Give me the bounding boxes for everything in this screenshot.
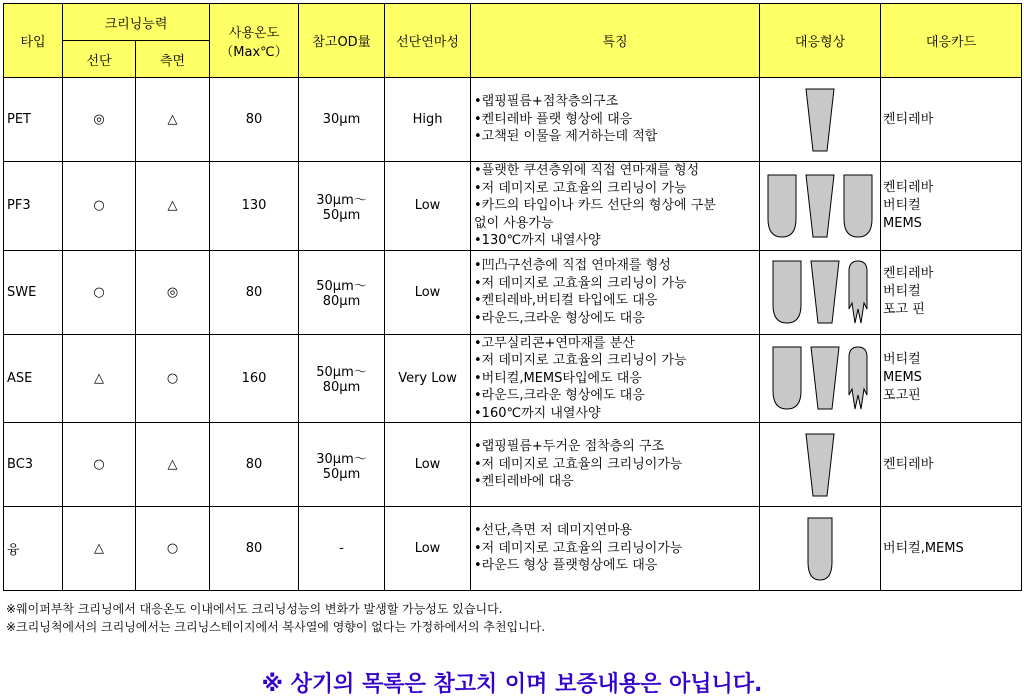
header-cleaning: 크리닝능력	[63, 4, 210, 41]
cell-temp: 130	[210, 162, 299, 251]
card-type-line: 포고핀	[883, 388, 921, 404]
card-type-line: 버티컬	[883, 284, 921, 299]
cell-od	[299, 423, 385, 507]
cell-temp: 80	[210, 423, 299, 507]
note-line: ※웨이퍼부착 크리닝에서 대응온도 이내에서도 크리닝성능의 변화가 발생할 가능성도 있습니다.	[6, 602, 503, 616]
table-row	[4, 250, 1022, 334]
cell-side-rating: ○	[136, 334, 210, 423]
feature-line: •플랫한 쿠션층위에 직접 연마재를 형성	[474, 163, 700, 178]
card-type-line: MEMS	[883, 215, 922, 231]
note-line: ※크리닝척에서의 크리닝에서는 크리닝스테이지에서 복사열에 영향이 없다는 가정하에서의 추천입니다.	[6, 620, 546, 634]
cell-cards	[881, 78, 1022, 162]
feature-line: •라운드,크라운 형상에도 대응	[474, 310, 645, 326]
feature-line: •저 데미지로 고효율의 크리닝이가능	[474, 456, 683, 472]
cell-tip-rating: ◎	[63, 78, 136, 162]
od-line: 50μm～	[316, 365, 367, 381]
cell-temp: 80	[210, 507, 299, 591]
header-shapes: 대응형상	[760, 4, 881, 78]
feature-line: •고무실리콘+연마재를 분산	[474, 335, 635, 351]
feature-line: •라운드,크라운 형상에도 대응	[474, 388, 645, 403]
cell-shapes	[760, 78, 881, 162]
cell-temp: 80	[210, 78, 299, 162]
feature-line: •랩핑필름+점착층의구조	[474, 94, 619, 110]
feature-line: •켄티레바 플랫 형상에 대응	[474, 111, 633, 127]
cell-side-rating: △	[136, 78, 210, 162]
cell-shapes	[760, 334, 881, 423]
card-type-line: 버티컬	[883, 197, 921, 213]
table-row	[4, 78, 1022, 162]
header-temp-unit: （Max℃）	[220, 44, 288, 60]
card-type-line: 켄티레바	[883, 456, 934, 472]
cell-abrasion: High	[385, 78, 471, 162]
cell-features	[471, 507, 760, 591]
round-tip-shape-icon	[771, 259, 803, 325]
spec-table	[3, 3, 1022, 591]
card-type-line: 켄티레바	[883, 266, 934, 281]
flat-tip-shape-icon	[809, 259, 841, 325]
feature-line: •켄티레바에 대응	[474, 474, 574, 490]
cell-tip-rating: ○	[63, 423, 136, 507]
feature-line: •켄티레바,버티컬 타입에도 대응	[474, 293, 658, 308]
od-line: 50μm	[322, 207, 361, 223]
cell-shapes	[760, 250, 881, 334]
cell-type: ASE	[4, 334, 63, 423]
header-tip: 선단	[63, 41, 136, 78]
cell-tip-rating: ○	[63, 250, 136, 334]
od-line: 80μm	[322, 380, 361, 396]
od-line: 30μm～	[316, 451, 367, 467]
feature-line: •130℃까지 내열사양	[474, 233, 601, 248]
cell-abrasion: Low	[385, 423, 471, 507]
cell-abrasion: Low	[385, 250, 471, 334]
flat-tip-shape-icon	[809, 345, 841, 411]
feature-line: •버티컬,MEMS타입에도 대응	[474, 370, 642, 386]
feature-line: •고책된 이물을 제거하는데 적합	[474, 129, 658, 145]
cell-od	[299, 78, 385, 162]
feature-line: •160℃까지 내열사양	[474, 405, 601, 421]
table-body	[4, 78, 1022, 591]
table-row	[4, 423, 1022, 507]
card-type-line: MEMS	[883, 370, 922, 386]
cell-side-rating: ◎	[136, 250, 210, 334]
round-tip-shape-icon	[771, 345, 803, 411]
feature-line: •저 데미지로 고효율의 크리닝이가능	[474, 540, 683, 556]
header-temp-label: 사용온도	[228, 25, 280, 41]
od-line: 80μm	[322, 294, 361, 309]
card-type-line: 켄티레바	[883, 179, 934, 195]
table-row	[4, 334, 1022, 423]
od-line: 50μm	[322, 466, 361, 482]
header-temp	[210, 4, 299, 78]
table-row	[4, 162, 1022, 251]
header-side: 측면	[136, 41, 210, 78]
disclaimer: ※ 상기의 목록은 참고치 이며 보증내용은 아닙니다.	[261, 672, 763, 697]
cell-type: PET	[4, 78, 63, 162]
header-cards: 대응카드	[881, 4, 1022, 78]
round-tip-shape-icon	[842, 173, 874, 239]
cell-side-rating: ○	[136, 507, 210, 591]
cell-shapes	[760, 507, 881, 591]
header-abrasion: 선단연마성	[385, 4, 471, 78]
card-type-line: 버티컬	[883, 352, 921, 368]
cell-cards	[881, 507, 1022, 591]
flat-tip-shape-icon	[804, 173, 836, 239]
cell-type: BC3	[4, 423, 63, 507]
feature-line: 없이 사용가능	[474, 215, 554, 231]
crown-tip-shape-icon	[847, 259, 869, 325]
cell-od	[299, 507, 385, 591]
header-type: 타입	[4, 4, 63, 78]
cell-features	[471, 334, 760, 423]
od-line: 30μm～	[316, 192, 367, 208]
feature-line: •凹凸구선층에 직접 연마재를 형성	[474, 258, 671, 273]
cell-od	[299, 162, 385, 251]
cell-type: SWE	[4, 250, 63, 334]
cell-features	[471, 78, 760, 162]
header-features: 특징	[471, 4, 760, 78]
feature-line: •카드의 타입이나 카드 선단의 형상에 구분	[474, 198, 716, 213]
table-row	[4, 507, 1022, 591]
cell-side-rating: △	[136, 162, 210, 251]
feature-line: •라운드 형상 플랫형상에도 대응	[474, 558, 658, 574]
cell-features	[471, 423, 760, 507]
od-line: 30μm	[322, 112, 361, 127]
feature-line: •저 데미지로 고효율의 크리닝이 가능	[474, 353, 687, 368]
cell-cards	[881, 334, 1022, 423]
cell-type: PF3	[4, 162, 63, 251]
card-type-line: 켄티레바	[883, 111, 934, 127]
cell-shapes	[760, 423, 881, 507]
cell-side-rating: △	[136, 423, 210, 507]
od-line: 50μm～	[316, 279, 367, 294]
flat-tip-shape-icon	[804, 432, 836, 498]
cell-tip-rating: ○	[63, 162, 136, 251]
feature-line: •저 데미지로 고효율의 크리닝이 가능	[474, 180, 687, 196]
cell-od	[299, 334, 385, 423]
cell-abrasion: Low	[385, 507, 471, 591]
cell-abrasion: Low	[385, 162, 471, 251]
crown-tip-shape-icon	[847, 345, 869, 411]
cell-tip-rating: △	[63, 507, 136, 591]
cell-features	[471, 162, 760, 251]
bullet-tip-shape-icon	[804, 516, 836, 582]
cell-features	[471, 250, 760, 334]
feature-line: •랩핑필름+두거운 점착층의 구조	[474, 439, 665, 455]
feature-line: •선단,측면 저 데미지연마용	[474, 523, 633, 539]
cell-tip-rating: △	[63, 334, 136, 423]
round-tip-shape-icon	[766, 173, 798, 239]
cell-abrasion: Very Low	[385, 334, 471, 423]
cell-cards	[881, 162, 1022, 251]
cell-shapes	[760, 162, 881, 251]
header-od: 참고OD量	[299, 4, 385, 78]
card-type-line: 포고 핀	[883, 302, 925, 317]
cell-cards	[881, 250, 1022, 334]
cell-od	[299, 250, 385, 334]
notes	[6, 600, 545, 636]
card-type-line: 버티컬,MEMS	[883, 540, 964, 556]
od-line: -	[339, 541, 344, 556]
cell-temp: 80	[210, 250, 299, 334]
flat-tip-shape-icon	[804, 87, 836, 153]
cell-temp: 160	[210, 334, 299, 423]
cell-cards	[881, 423, 1022, 507]
feature-line: •저 데미지로 고효율의 크리닝이 가능	[474, 275, 687, 291]
cell-type: 융	[4, 507, 63, 591]
